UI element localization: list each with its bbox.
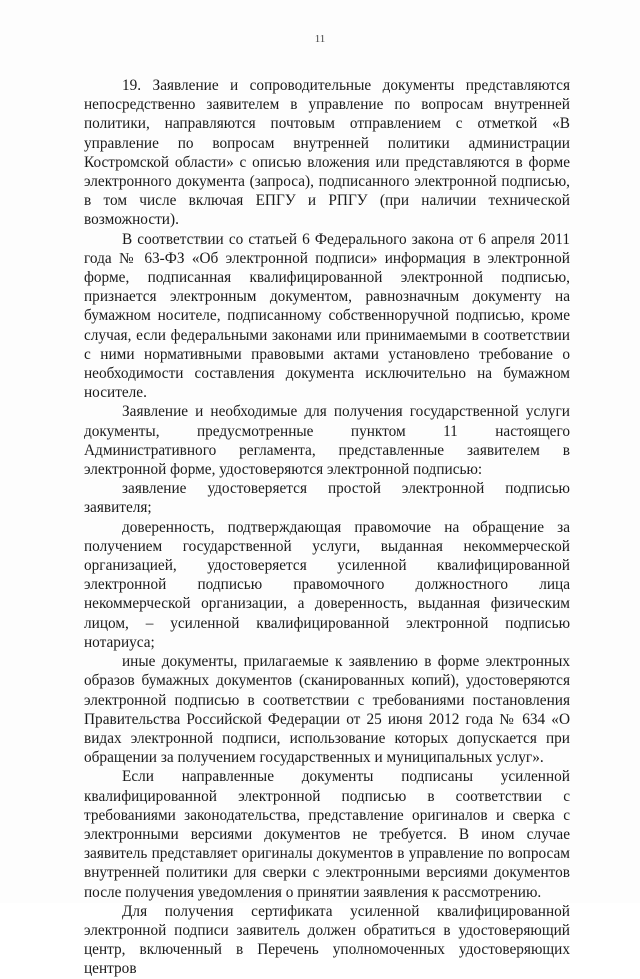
paragraph-certificate: Для получения сертификата усиленной квалифицированной электронной подписи заявитель должен обратиться в удостоверяющий центр, включенный в Перечень уполномоченных удостоверяющих центров <box>84 902 570 978</box>
page-number: 11 <box>314 33 326 45</box>
paragraph-other-documents: иные документы, прилагаемые к заявлению в форме электронных образов бумажных документов (сканированных копий), удостоверяются электронной подписью в соответствии с требованиями постановления Правительства Российской Федерации от 25 июня 2012 года № 634 «О видах электронной подписи, использование которых допускается при обращении за получением государственных и муниципальных услуг». <box>84 653 570 767</box>
document-body <box>84 76 570 979</box>
paragraph-power-of-attorney: доверенность, подтверждающая правомочие на обращение за получением государственной услуги, выданная некоммерческой организацией, удостоверяется усиленной квалифицированной электронной подписью правомочного должностного лица некоммерческой организации, а доверенность, выданная физическим лицом, – усиленной квалифицированной электронной подписью нотариуса; <box>84 518 570 651</box>
paragraph-federal-law: В соответствии со статьей 6 Федерального закона от 6 апреля 2011 года № 63-ФЗ «Об электронной подписи» информация в электронной форме, подписанная квалифицированной электронной подписью, признается электронным документом, равнозначным документу на бумажном носителе, подписанному собственноручной подписью, кроме случая, если федеральными законами или принимаемыми в соответствии с ними нормативными правовыми актами установлено требование о необходимости составления документа исключительно на бумажном носителе. <box>84 230 570 402</box>
paragraph-electronic-docs: Заявление и необходимые для получения государственной услуги документы, предусмотренные пунктом 11 настоящего Административного регламента, представленные заявителем в электронной форме, удостоверяются электронной подписью: <box>84 403 570 479</box>
paragraph-19: 19. Заявление и сопроводительные документы представляются непосредственно заявителем в управление по вопросам внутренней политики, направляются почтовым отправлением с отметкой «В управление по вопросам внутренней политики администрации Костромской области» с описью вложения или представляются в форме электронного документа (запроса), подписанного электронной подписью, в том числе включая ЕПГУ и РПГУ (при наличии технической возможности). <box>84 77 570 229</box>
paragraph-application-signature: заявление удостоверяется простой электронной подписью заявителя; <box>84 480 570 517</box>
paragraph-originals: Если направленные документы подписаны усиленной квалифицированной электронной подписью в соответствии с требованиями законодательства, представление оригиналов и сверка с электронными версиями документов не требуется. В ином случае заявитель представляет оригиналы документов в управление по вопросам внутренней политики для сверки с электронными версиями документов после получения уведомления о принятии заявления к рассмотрению. <box>84 768 570 901</box>
